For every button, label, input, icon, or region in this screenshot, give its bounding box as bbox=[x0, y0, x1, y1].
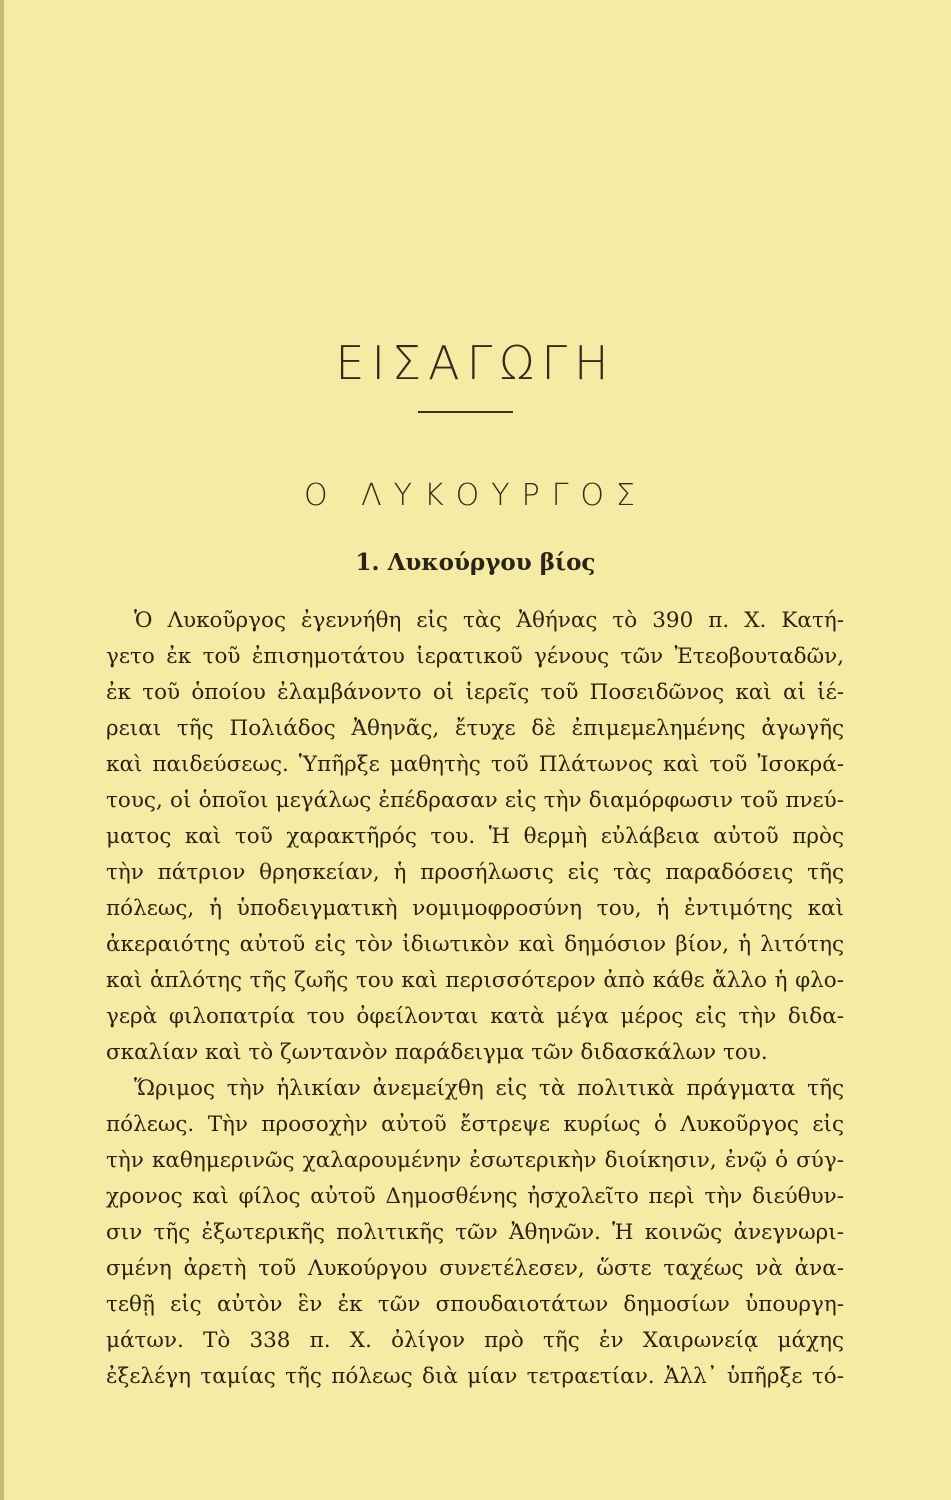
section-heading: 1. Λυκούργου βίος bbox=[355, 549, 596, 576]
text-line: καὶ παιδεύσεως. Ὑπῆρξε μαθητὴς τοῦ Πλάτωνος καὶ τοῦ Ἰσοκρά- bbox=[106, 752, 844, 777]
text-line: τὴν καθημερινῶς χαλαρουμένην ἐσωτερικὴν διοίκησιν, ἐνῷ ὁ σύγ- bbox=[106, 1148, 844, 1173]
title-divider bbox=[418, 411, 513, 413]
text-line: σκαλίαν καὶ τὸ ζωντανὸν παράδειγμα τῶν διδασκάλων του. bbox=[106, 1040, 768, 1065]
text-line: σμένη ἀρετὴ τοῦ Λυκούργου συνετέλεσεν, ὥστε ταχέως νὰ ἀνα- bbox=[106, 1256, 844, 1281]
text-line: ἐκ τοῦ ὁποίου ἐλαμβάνοντο οἱ ἱερεῖς τοῦ Ποσειδῶνος καὶ αἱ ἱέ- bbox=[106, 680, 844, 705]
page-title: ΕΙΣΑΓΩΓΗ bbox=[335, 336, 616, 390]
text-line: τους, οἱ ὁποῖοι μεγάλως ἐπέδρασαν εἰς τὴν διαμόρφωσιν τοῦ πνεύ- bbox=[106, 788, 844, 813]
text-line: πόλεως, ἡ ὑποδειγματικὴ νομιμοφροσύνη του, ἡ ἐντιμότης καὶ bbox=[106, 896, 844, 921]
text-line: γετο ἐκ τοῦ ἐπισημοτάτου ἱερατικοῦ γένους τῶν Ἐτεοβουταδῶν, bbox=[106, 644, 844, 669]
text-line: γερὰ φιλοπατρία του ὀφείλονται κατὰ μέγα μέρος εἰς τὴν διδα- bbox=[106, 1004, 844, 1029]
text-line: πόλεως. Τὴν προσοχὴν αὐτοῦ ἔστρεψε κυρίως ὁ Λυκοῦργος εἰς bbox=[106, 1112, 844, 1137]
text-line: σιν τῆς ἐξωτερικῆς πολιτικῆς τῶν Ἀθηνῶν. Ἡ κοινῶς ἀνεγνωρι- bbox=[106, 1220, 844, 1245]
text-line: καὶ ἁπλότης τῆς ζωῆς του καὶ περισσότερον ἀπὸ κάθε ἄλλο ἡ φλο- bbox=[106, 968, 844, 993]
text-line: Ὁ Λυκοῦργος ἐγεννήθη εἰς τὰς Ἀθήνας τὸ 390 π. Χ. Κατή- bbox=[134, 608, 844, 633]
text-line: μάτων. Τὸ 338 π. Χ. ὀλίγον πρὸ τῆς ἐν Χαιρωνείᾳ μάχης bbox=[106, 1328, 844, 1353]
text-line: τὴν πάτριον θρησκείαν, ἡ προσήλωσις εἰς τὰς παραδόσεις τῆς bbox=[106, 860, 844, 885]
text-line: χρονος καὶ φίλος αὐτοῦ Δημοσθένης ἠσχολεῖτο περὶ τὴν διεύθυν- bbox=[106, 1184, 844, 1209]
text-line: ρειαι τῆς Πολιάδος Ἀθηνᾶς, ἔτυχε δὲ ἐπιμεμελημένης ἀγωγῆς bbox=[106, 716, 844, 741]
chapter-subtitle: Ο ΛΥΚΟΥΡΓΟΣ bbox=[304, 478, 647, 513]
text-line: Ὥριμος τὴν ἡλικίαν ἀνεμείχθη εἰς τὰ πολιτικὰ πράγματα τῆς bbox=[134, 1076, 844, 1101]
text-line: ἀκεραιότης αὐτοῦ εἰς τὸν ἰδιωτικὸν καὶ δημόσιον βίον, ἡ λιτότης bbox=[106, 932, 844, 957]
page-edge bbox=[0, 0, 4, 1500]
text-line: ματος καὶ τοῦ χαρακτῆρός του. Ἡ θερμὴ εὐλάβεια αὐτοῦ πρὸς bbox=[106, 824, 844, 849]
text-line: ἐξελέγη ταμίας τῆς πόλεως διὰ μίαν τετραετίαν. Ἀλλ᾽ ὑπῆρξε τό- bbox=[106, 1364, 844, 1389]
text-line: τεθῇ εἰς αὐτὸν ἓν ἐκ τῶν σπουδαιοτάτων δημοσίων ὑπουργη- bbox=[106, 1292, 844, 1317]
